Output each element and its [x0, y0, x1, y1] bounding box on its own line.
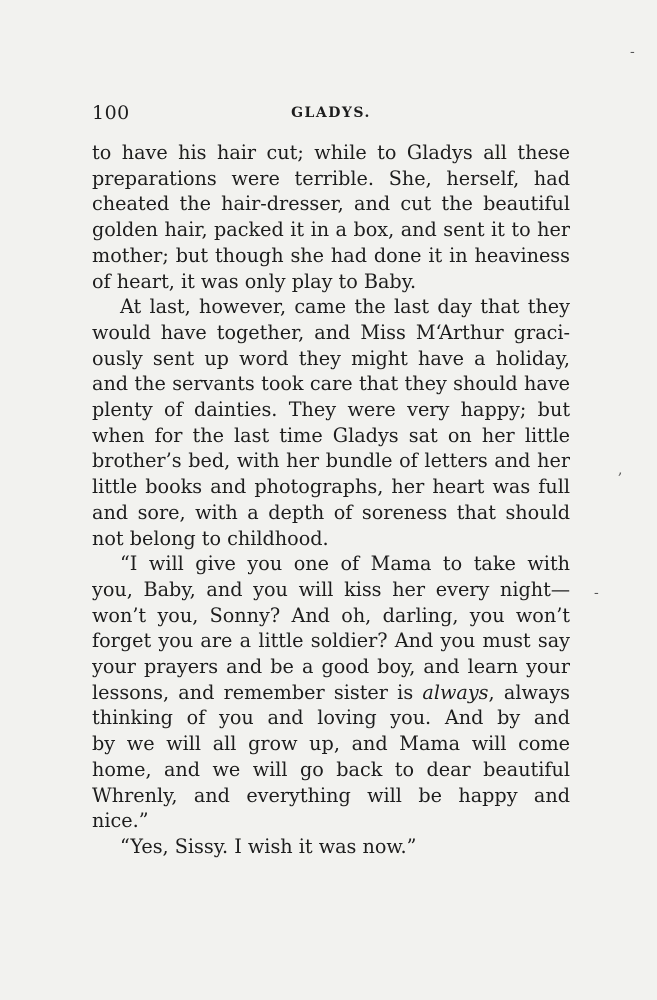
page-number: 100 [92, 102, 130, 124]
text-line: nice.” [92, 809, 149, 833]
italic-emphasis: always [422, 680, 489, 704]
text-line: would have together, and Miss M‘Arthur graci- [92, 320, 570, 344]
text-line: won’t you, Sonny? And oh, darling, you won’t [92, 603, 570, 627]
text-line: by we will all grow up, and Mama will come [92, 732, 570, 756]
text-line: and the servants took care that they should have [92, 372, 570, 396]
text-line: of heart, it was only play to Baby. [92, 269, 417, 293]
text-line: cheated the hair-dresser, and cut the beautiful [92, 192, 570, 216]
text-line: mother; but though she had done it in heaviness [92, 243, 570, 267]
text-line: not belong to childhood. [92, 526, 329, 550]
text-line: plenty of dainties. They were very happy; but [92, 398, 570, 422]
scan-speck: ‑ [630, 44, 635, 60]
text-line: you, Baby, and you will kiss her every night— [92, 577, 570, 601]
text-segment: , always [488, 680, 570, 704]
text-line: little books and photographs, her heart was full [92, 475, 570, 499]
running-title: GLADYS. [291, 105, 371, 121]
text-line: “I will give you one of Mama to take with [120, 552, 570, 576]
text-line: brother’s bed, with her bundle of letters and her [92, 449, 570, 473]
page-header [92, 102, 570, 126]
text-line: and sore, with a depth of soreness that should [92, 500, 570, 524]
text-line: to have his hair cut; while to Gladys all these [92, 141, 570, 164]
text-line: home, and we will go back to dear beautiful [92, 757, 570, 781]
text-line: your prayers and be a good boy, and learn your [92, 655, 570, 679]
text-segment: lessons, and remember sister is [92, 680, 423, 704]
text-line: preparations were terrible. She, herself, had [92, 166, 570, 190]
scan-speck: - [594, 585, 599, 601]
scan-speck: , [618, 462, 623, 478]
text-line-mixed [92, 680, 570, 706]
text-line: golden hair, packed it in a box, and sent it to her [92, 218, 570, 242]
text-line: Whrenly, and everything will be happy and [92, 783, 570, 807]
text-line: thinking of you and loving you. And by and [92, 706, 570, 730]
text-line: At last, however, came the last day that they [120, 295, 570, 319]
text-line: when for the last time Gladys sat on her little [92, 423, 570, 447]
text-line: ously sent up word they might have a holiday, [92, 346, 570, 370]
text-line: forget you are a little soldier? And you must say [92, 629, 570, 653]
text-line: “Yes, Sissy. I wish it was now.” [120, 834, 417, 858]
body-text [92, 140, 570, 860]
